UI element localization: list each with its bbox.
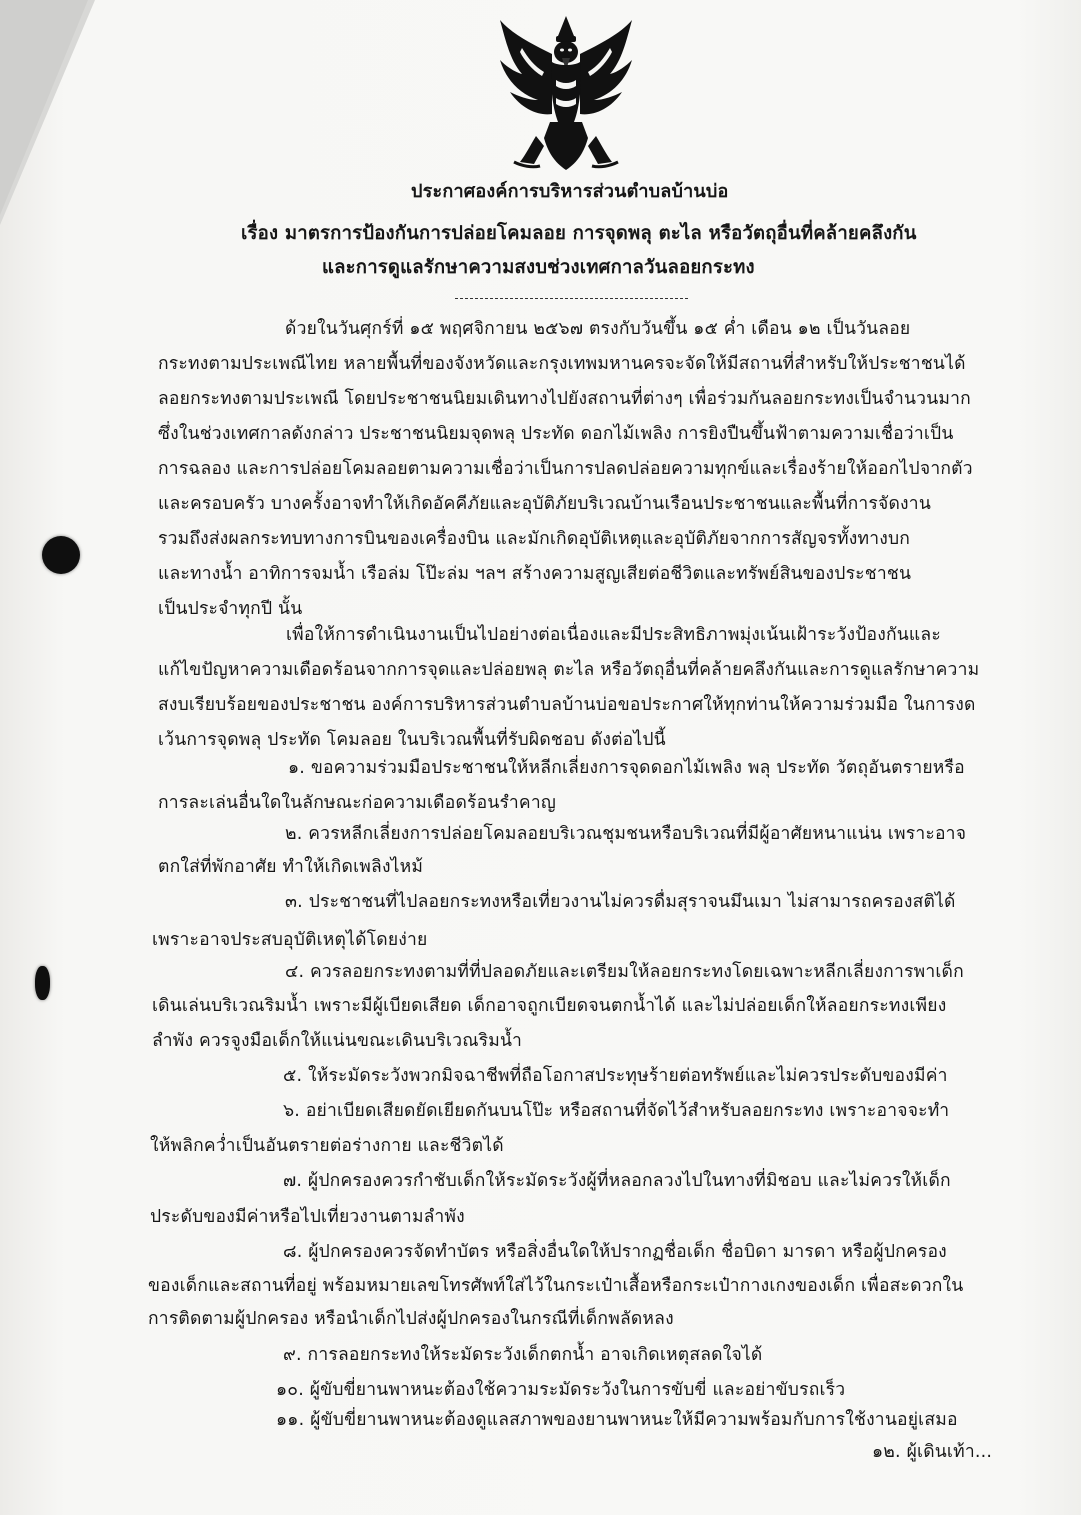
body-line: ลอยกระทงตามประเพณี โดยประชาชนนิยมเดินทางไปยังสถานที่ต่างๆ เพื่อร่วมกันลอยกระทงเป็นจำนวนมาก bbox=[158, 389, 971, 409]
body-line: ด้วยในวันศุกร์ที่ ๑๕ พฤศจิกายน ๒๕๖๗ ตรงกับวันขึ้น ๑๕ ค่ำ เดือน ๑๒ เป็นวันลอย bbox=[285, 319, 911, 339]
body-line: แก้ไขปัญหาความเดือดร้อนจากการจุดและปล่อยพลุ ตะไล หรือวัตถุอื่นที่คล้ายคลึงกันและการดูแลรักษาความ bbox=[158, 660, 980, 680]
list-item-5: ๕. ให้ระมัดระวังพวกมิจฉาชีพที่ถือโอกาสประทุษร้ายต่อทรัพย์และไม่ควรประดับของมีค่า bbox=[283, 1066, 948, 1086]
list-item-1: ๑. ขอความร่วมมือประชาชนให้หลีกเลี่ยงการจุดดอกไม้เพลิง พลุ ประทัด วัตถุอันตรายหรือ bbox=[288, 758, 965, 778]
subject-line-2: และการดูแลรักษาความสงบช่วงเทศกาลวันลอยกระทง bbox=[322, 257, 755, 278]
body-line: ให้พลิกคว่ำเป็นอันตรายต่อร่างกาย และชีวิตได้ bbox=[150, 1136, 504, 1156]
body-line: เดินเล่นบริเวณริมน้ำ เพราะมีผู้เบียดเสียด เด็กอาจถูกเบียดจนตกน้ำได้ และไม่ปล่อยเด็กให้ลอยกระทงเพียง bbox=[152, 996, 947, 1016]
body-line: รวมถึงส่งผลกระทบทางการบินของเครื่องบิน และมักเกิดอุบัติเหตุและอุบัติภัยจากการสัญจรทั้งทางบก bbox=[158, 529, 911, 549]
list-item-2: ๒. ควรหลีกเลี่ยงการปล่อยโคมลอยบริเวณชุมชนหรือบริเวณที่มีผู้อาศัยหนาแน่น เพราะอาจ bbox=[285, 824, 967, 844]
body-line: เพราะอาจประสบอุบัติเหตุได้โดยง่าย bbox=[152, 930, 428, 950]
body-line: ตกใส่ที่พักอาศัย ทำให้เกิดเพลิงไหม้ bbox=[158, 857, 424, 877]
list-item-8: ๘. ผู้ปกครองควรจัดทำบัตร หรือสิ่งอื่นใดให้ปรากฏชื่อเด็ก ชื่อบิดา มารดา หรือผู้ปกครอง bbox=[283, 1242, 947, 1262]
announcement-title: ประกาศองค์การบริหารส่วนตำบลบ้านบ่อ bbox=[411, 181, 729, 202]
body-line: การฉลอง และการปล่อยโคมลอยตามความเชื่อว่าเป็นการปลดปล่อยความทุกข์และเรื่องร้ายให้ออกไปจากตัว bbox=[158, 459, 973, 479]
list-item-3: ๓. ประชาชนที่ไปลอยกระทงหรือเที่ยวงานไม่ควรดื่มสุราจนมึนเมา ไม่สามารถครองสติได้ bbox=[285, 892, 956, 912]
list-item-9: ๙. การลอยกระทงให้ระมัดระวังเด็กตกน้ำ อาจเกิดเหตุสลดใจได้ bbox=[283, 1345, 763, 1365]
body-line: และทางน้ำ อาทิการจมน้ำ เรือล่ม โป๊ะล่ม ฯลฯ สร้างความสูญเสียต่อชีวิตและทรัพย์สินของประชาชน bbox=[158, 564, 912, 584]
body-line: ซึ่งในช่วงเทศกาลดังกล่าว ประชาชนนิยมจุดพลุ ประทัด ดอกไม้เพลิง การยิงปืนขึ้นฟ้าตามความเชื่อว่าเป็น bbox=[158, 424, 954, 444]
separator-rule bbox=[455, 298, 688, 299]
body-line: การติดตามผู้ปกครอง หรือนำเด็กไปส่งผู้ปกครองในกรณีที่เด็กพลัดหลง bbox=[148, 1309, 674, 1329]
list-item-10: ๑๐. ผู้ขับขี่ยานพาหนะต้องใช้ความระมัดระวังในการขับขี่ และอย่าขับรถเร็ว bbox=[276, 1380, 846, 1400]
list-item-6: ๖. อย่าเบียดเสียดยัดเยียดกันบนโป๊ะ หรือสถานที่จัดไว้สำหรับลอยกระทง เพราะอาจจะทำ bbox=[283, 1101, 950, 1121]
body-line: ของเด็กและสถานที่อยู่ พร้อมหมายเลขโทรศัพท์ใส่ไว้ในกระเป๋าเสื้อหรือกระเป๋ากางเกงของเด็ก เพื่อสะดวกใน bbox=[148, 1276, 964, 1296]
body-line: ประดับของมีค่าหรือไปเที่ยวงานตามลำพัง bbox=[150, 1207, 465, 1227]
body-line: เป็นประจำทุกปี นั้น bbox=[158, 599, 303, 619]
list-item-4: ๔. ควรลอยกระทงตามที่ที่ปลอดภัยและเตรียมให้ลอยกระทงโดยเฉพาะหลีกเลี่ยงการพาเด็ก bbox=[285, 962, 964, 982]
body-line: การละเล่นอื่นใดในลักษณะก่อความเดือดร้อนรำคาญ bbox=[158, 793, 556, 813]
page-continuation: ๑๒. ผู้เดินเท้า... bbox=[872, 1442, 993, 1462]
body-line: ลำพัง ควรจูงมือเด็กให้แน่นขณะเดินบริเวณริมน้ำ bbox=[152, 1031, 522, 1051]
list-item-11: ๑๑. ผู้ขับขี่ยานพาหนะต้องดูแลสภาพของยานพาหนะให้มีความพร้อมกับการใช้งานอยู่เสมอ bbox=[276, 1410, 958, 1430]
subject-line-1: เรื่อง มาตรการป้องกันการปล่อยโคมลอย การจุดพลุ ตะไล หรือวัตถุอื่นที่คล้ายคลึงกัน bbox=[241, 223, 917, 244]
list-item-7: ๗. ผู้ปกครองควรกำชับเด็กให้ระมัดระวังผู้ที่หลอกลวงไปในทางที่มิชอบ และไม่ควรให้เด็ก bbox=[283, 1171, 951, 1191]
body-line: และครอบครัว บางครั้งอาจทำให้เกิดอัคคีภัยและอุบัติภัยบริเวณบ้านเรือนประชาชนและพื้นที่การจัดงาน bbox=[158, 494, 931, 514]
body-line: สงบเรียบร้อยของประชาชน องค์การบริหารส่วนตำบลบ้านบ่อขอประกาศให้ทุกท่านให้ความร่วมมือ ในการงด bbox=[158, 695, 976, 715]
body-line: กระทงตามประเพณีไทย หลายพื้นที่ของจังหวัดและกรุงเทพมหานครจะจัดให้มีสถานที่สำหรับให้ประชาชนได้ bbox=[158, 354, 966, 374]
body-line: เว้นการจุดพลุ ประทัด โคมลอย ในบริเวณพื้นที่รับผิดชอบ ดังต่อไปนี้ bbox=[158, 730, 666, 750]
body-line: เพื่อให้การดำเนินงานเป็นไปอย่างต่อเนื่องและมีประสิทธิภาพมุ่งเน้นเฝ้าระวังป้องกันและ bbox=[286, 625, 941, 645]
